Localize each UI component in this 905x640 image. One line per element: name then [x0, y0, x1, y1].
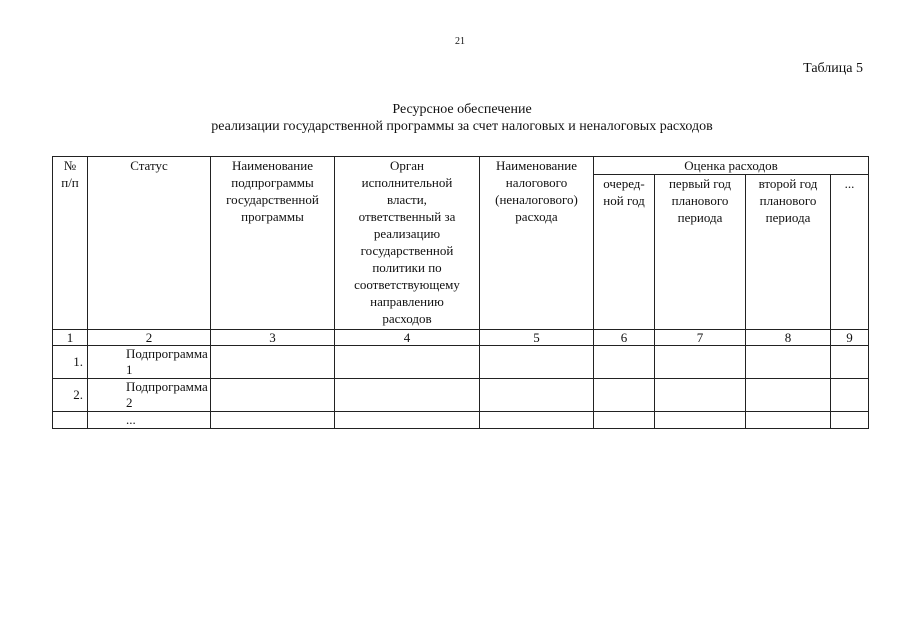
empty-cell — [480, 379, 594, 412]
row-number: 1. — [53, 346, 88, 379]
empty-cell — [335, 346, 480, 379]
row-number: 2. — [53, 379, 88, 412]
header-cell-second-plan-year: второй год планового периода — [746, 175, 831, 330]
empty-cell — [335, 379, 480, 412]
empty-cell — [655, 379, 746, 412]
header-cell-current-year: очеред- ной год — [594, 175, 655, 330]
column-number: 5 — [480, 330, 594, 346]
column-number: 1 — [53, 330, 88, 346]
header-cell-executive-body: Орган исполнительной власти, ответственный за реализацию государственной политики по соответствующему направлению расходов — [335, 157, 480, 330]
column-number: 8 — [746, 330, 831, 346]
header-cell-number: № п/п — [53, 157, 88, 330]
empty-cell — [594, 379, 655, 412]
resource-table — [52, 156, 869, 429]
empty-cell — [831, 412, 869, 429]
column-number: 3 — [211, 330, 335, 346]
empty-cell — [746, 346, 831, 379]
column-number: 9 — [831, 330, 869, 346]
empty-cell — [831, 346, 869, 379]
empty-cell — [211, 346, 335, 379]
header-row — [53, 157, 869, 175]
empty-cell — [831, 379, 869, 412]
column-number: 6 — [594, 330, 655, 346]
empty-cell — [746, 379, 831, 412]
row-status: Подпрограмма 1 — [88, 346, 211, 379]
column-number: 4 — [335, 330, 480, 346]
table-label: Таблица 5 — [803, 61, 863, 76]
header-cell-more: ... — [831, 175, 869, 330]
row-number — [53, 412, 88, 429]
column-number: 7 — [655, 330, 746, 346]
document-title — [0, 101, 905, 135]
column-number: 2 — [88, 330, 211, 346]
header-cell-status: Статус — [88, 157, 211, 330]
table-row — [53, 379, 869, 412]
empty-cell — [594, 412, 655, 429]
table-row — [53, 412, 869, 429]
table-row — [53, 346, 869, 379]
row-status: Подпрограмма 2 — [88, 379, 211, 412]
row-status: ... — [88, 412, 211, 429]
title-line-1: Ресурсное обеспечение — [392, 102, 532, 117]
page-number: 21 — [455, 36, 465, 47]
empty-cell — [480, 346, 594, 379]
header-cell-expense-estimate: Оценка расходов — [594, 157, 869, 175]
empty-cell — [655, 412, 746, 429]
header-cell-subprogram-name: Наименование подпрограммы государственной программы — [211, 157, 335, 330]
column-number-row — [53, 330, 869, 346]
empty-cell — [335, 412, 480, 429]
header-cell-first-plan-year: первый год планового периода — [655, 175, 746, 330]
empty-cell — [746, 412, 831, 429]
empty-cell — [594, 346, 655, 379]
empty-cell — [211, 379, 335, 412]
title-line-2: реализации государственной программы за счет налоговых и неналоговых расходов — [211, 119, 713, 134]
empty-cell — [655, 346, 746, 379]
header-cell-expense-name: Наименование налогового (неналогового) расхода — [480, 157, 594, 330]
empty-cell — [211, 412, 335, 429]
empty-cell — [480, 412, 594, 429]
